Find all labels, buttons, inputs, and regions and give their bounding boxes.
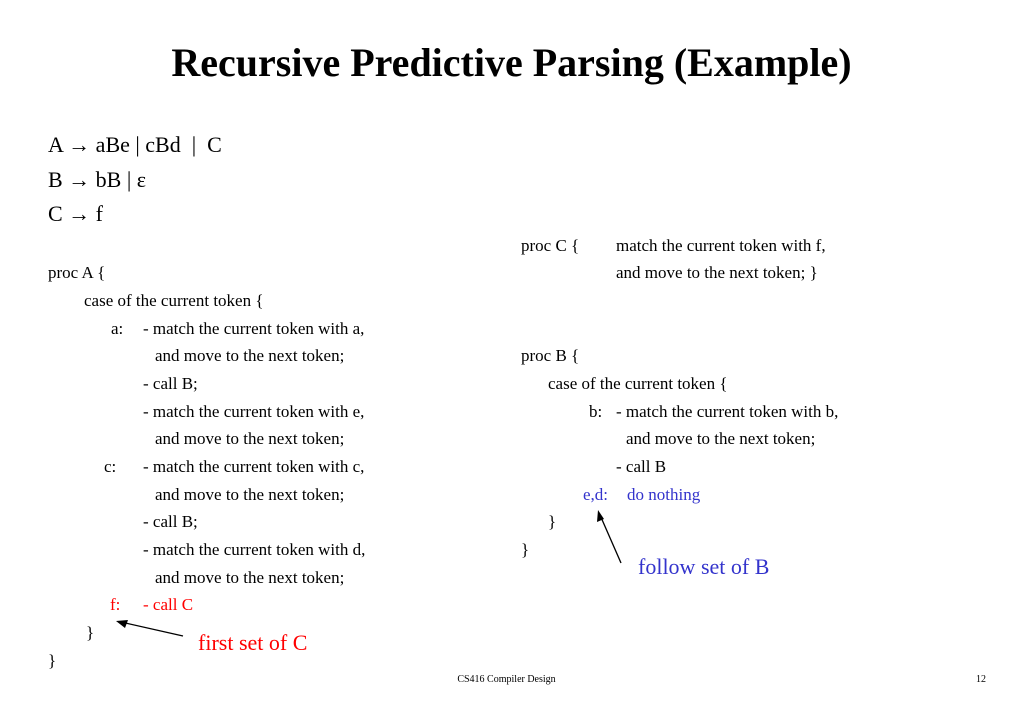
proc-a-line-c1: - match the current token with c, — [143, 457, 365, 476]
proc-b-label-ed: e,d: — [583, 485, 609, 504]
proc-a-case: case of the current token { — [84, 291, 264, 310]
proc-b-header: proc B { — [521, 346, 580, 365]
proc-b-line-b1: - match the current token with b, — [616, 402, 839, 421]
proc-a-header: proc A { — [48, 263, 106, 282]
footer-page-number: 12 — [976, 674, 986, 685]
slide-title: Recursive Predictive Parsing (Example) — [171, 40, 852, 85]
proc-a-line-c5: and move to the next token; — [155, 568, 345, 587]
proc-b-case-close: } — [548, 512, 557, 531]
follow-set-arrow — [597, 510, 621, 563]
proc-b-close: } — [521, 540, 530, 559]
proc-a-line-a1: - match the current token with a, — [143, 319, 365, 338]
proc-a-line-c2: and move to the next token; — [155, 485, 345, 504]
proc-c-header: proc C { — [521, 236, 580, 255]
proc-a-line-a5: and move to the next token; — [155, 429, 345, 448]
footer-course: CS416 Compiler Design — [457, 674, 556, 685]
proc-a-line-c4: - match the current token with d, — [143, 540, 366, 559]
proc-a-label-c: c: — [104, 457, 117, 476]
proc-b-line-ed1: do nothing — [627, 485, 701, 504]
proc-a-line-a4: - match the current token with e, — [143, 402, 365, 421]
proc-a-case-close: } — [86, 623, 95, 642]
proc-c-line2: and move to the next token; } — [616, 263, 818, 282]
grammar-rule-a: A → aBe | cBd | C — [48, 132, 222, 157]
proc-a-label-f: f: — [110, 595, 121, 614]
proc-a-close: } — [48, 651, 57, 670]
proc-a-line-c3: - call B; — [143, 512, 198, 531]
first-set-arrow — [116, 620, 183, 636]
grammar-rule-c: C → f — [48, 201, 103, 226]
proc-b-line-b2: and move to the next token; — [626, 429, 816, 448]
proc-a-line-a3: - call B; — [143, 374, 198, 393]
grammar-rule-b: B → bB | ε — [48, 167, 146, 192]
proc-b-case: case of the current token { — [548, 374, 728, 393]
proc-a-line-f1: - call C — [143, 595, 194, 614]
proc-b-line-b3: - call B — [616, 457, 667, 476]
first-set-annotation: first set of C — [198, 630, 308, 655]
proc-c-line1: match the current token with f, — [616, 236, 826, 255]
follow-set-annotation: follow set of B — [638, 554, 770, 579]
proc-a-line-a2: and move to the next token; — [155, 346, 345, 365]
proc-a-label-a: a: — [111, 319, 124, 338]
proc-b-label-b: b: — [589, 402, 603, 421]
